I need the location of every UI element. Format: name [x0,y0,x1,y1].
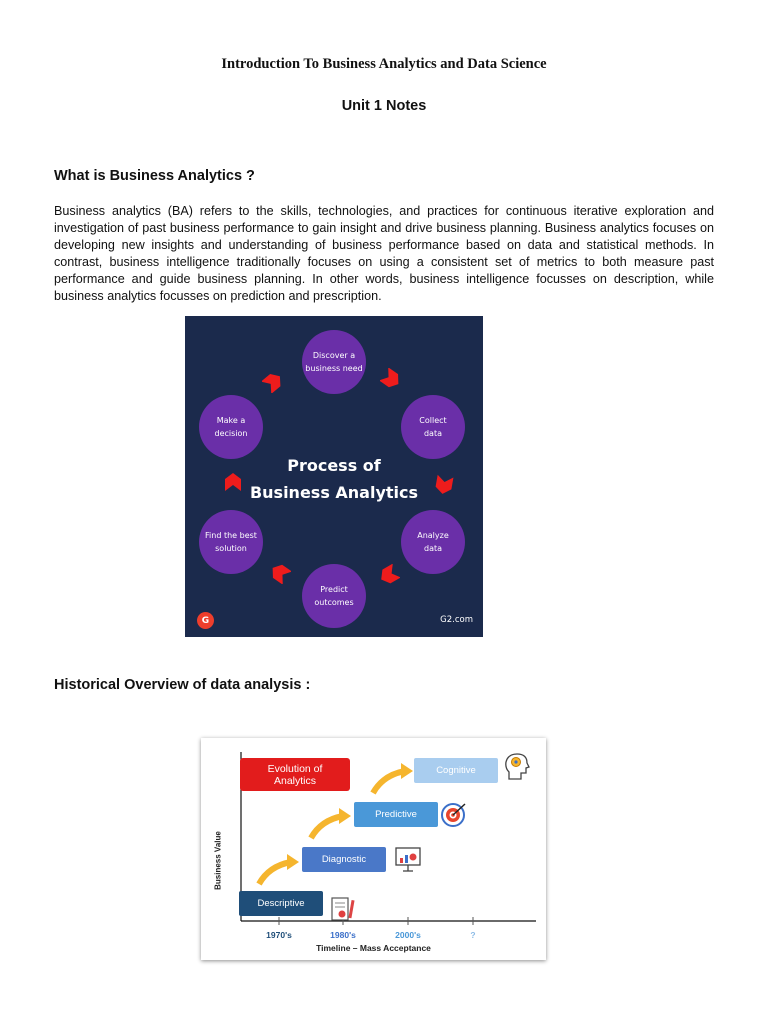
y-axis-label: Business Value [213,831,223,890]
section-heading-historical-overview: Historical Overview of data analysis : [54,677,311,693]
tick-label-1970s: 1970's [266,930,292,940]
stage-cognitive: Cognitive [414,758,498,783]
tick-label-1980s: 1980's [330,930,356,940]
unit-title: Unit 1 Notes [341,98,427,114]
stage-diagnostic: Diagnostic [302,847,386,872]
process-title: Process of Business Analytics [249,456,419,502]
document-title: Introduction To Business Analytics and Data Science [221,56,547,72]
step-analyze-data: Analyze data [401,510,465,574]
target-icon [440,801,468,829]
stage-descriptive: Descriptive [239,891,323,916]
x-axis-label: Timeline – Mass Acceptance [316,943,431,953]
arrow-icon [433,474,455,496]
step-predict-outcomes: Predict outcomes [302,564,366,628]
arrow-icon [222,471,244,493]
evolution-figure [201,738,546,960]
section-heading-business-analytics: What is Business Analytics ? [54,168,255,184]
process-figure [185,316,483,637]
step-make-decision: Make a decision [199,395,263,459]
step-find-best-solution: Find the best solution [199,510,263,574]
brain-head-icon [503,752,531,782]
tick-label-2000s: 2000's [395,930,421,940]
tick-label-future: ? [470,930,476,940]
g2-logo: G [197,612,214,629]
step-discover-business-need: Discover a business need [302,330,366,394]
evolution-title-box: Evolution of Analytics [240,758,350,791]
business-analytics-paragraph: Business analytics (BA) refers to the skills, technologies, and practices for continuous iterative exploration and investigation of past business performance to gain insight and drive business planning. Business analytics focuses on developing new insights and understanding of business performance based on data and statistical methods. In contrast, business intelligence traditionally focuses on using a consistent set of metrics to both measure past performance and guide business planning. In other words, business intelligence focusses on description, while business analytics focusses on prediction and prescription. [54,204,714,303]
certificate-icon [329,896,357,924]
arrow-icon [378,564,400,586]
arrow-icon [380,368,402,390]
g2-credit: G2.com [440,615,473,625]
step-collect-data: Collect data [401,395,465,459]
arrow-icon [269,562,291,584]
stage-predictive: Predictive [354,802,438,827]
chart-presentation-icon [394,846,422,874]
arrow-icon [262,371,284,393]
